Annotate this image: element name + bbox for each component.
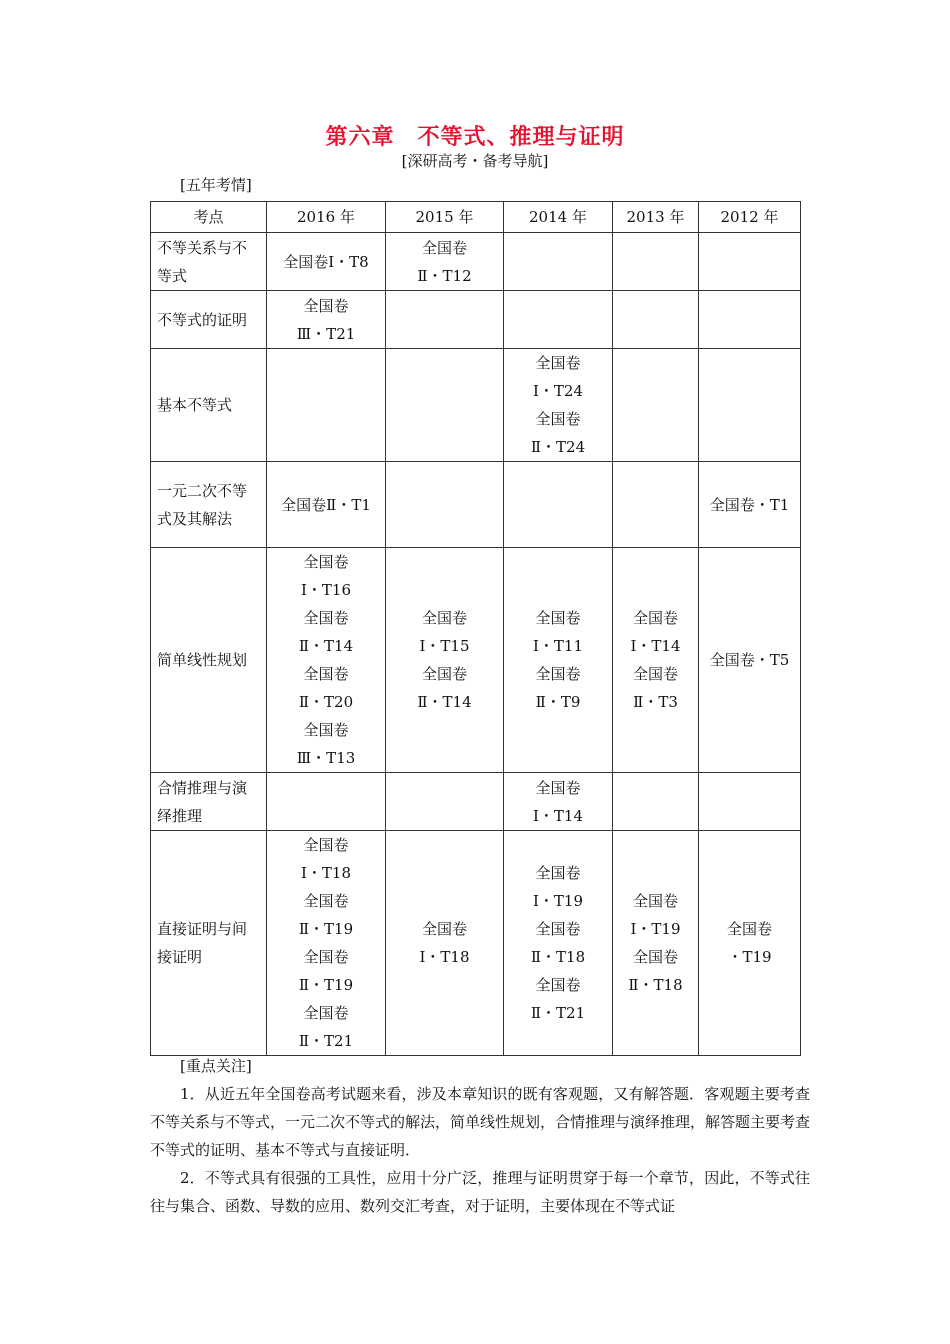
- year-cell: [386, 462, 504, 548]
- exam-ref: 全国卷: [535, 410, 581, 428]
- year-cell: [613, 233, 699, 291]
- paragraph-2: 2．不等式具有很强的工具性，应用十分广泛，推理与证明贯穿于每一个章节，因此，不等式往往与集合、函数、导数的应用、数列交汇考查，对于证明，主要体现在不等式证: [150, 1169, 810, 1215]
- year-cell: [699, 462, 801, 548]
- header-2015: 2015 年: [386, 202, 504, 233]
- topic-cell: 一元二次不等式及其解法: [151, 462, 267, 548]
- year-cell: [699, 233, 801, 291]
- year-cell: [504, 773, 613, 831]
- year-cell: [699, 291, 801, 349]
- exam-ref: 全国卷: [421, 920, 467, 938]
- table-row: [151, 462, 801, 548]
- exam-ref: Ⅰ・T18: [419, 948, 470, 966]
- year-cell: [386, 233, 504, 291]
- exam-ref: Ⅱ・T14: [417, 693, 472, 711]
- year-cell: [267, 291, 386, 349]
- header-2014: 2014 年: [504, 202, 613, 233]
- year-cell: [699, 349, 801, 462]
- year-cell: [504, 831, 613, 1056]
- year-cell: [267, 349, 386, 462]
- exam-ref: Ⅱ・T18: [530, 948, 586, 966]
- topic-cell: 简单线性规划: [151, 548, 267, 773]
- year-cell: [613, 773, 699, 831]
- exam-ref: 全国卷: [632, 892, 678, 910]
- exam-ref: Ⅱ・T18: [628, 976, 683, 994]
- year-cell: [613, 291, 699, 349]
- year-cell: [386, 548, 504, 773]
- year-cell: [504, 462, 613, 548]
- exam-ref: Ⅱ・T21: [298, 1032, 354, 1050]
- exam-ref: Ⅱ・T19: [298, 976, 354, 994]
- exam-table: [150, 201, 801, 1056]
- exam-ref: Ⅲ・T21: [296, 324, 356, 343]
- topic-cell: 不等关系与不等式: [151, 233, 267, 291]
- topic-cell: 合情推理与演绎推理: [151, 773, 267, 831]
- topic-cell: 不等式的证明: [151, 291, 267, 349]
- exam-ref: 全国卷・T5: [709, 651, 790, 669]
- year-cell: [267, 548, 386, 773]
- exam-ref: 全国卷: [421, 238, 467, 257]
- exam-ref: 全国卷Ⅰ・T8: [283, 252, 369, 271]
- topic-cell: 基本不等式: [151, 349, 267, 462]
- section-heading-focus: [重点关注]: [180, 1057, 252, 1075]
- year-cell: [267, 233, 386, 291]
- exam-ref: Ⅰ・T14: [630, 637, 681, 655]
- paragraph-1: 1．从近五年全国卷高考试题来看，涉及本章知识的既有客观题，又有解答题．客观题主要考查不等关系与不等式，一元二次不等式的解法，简单线性规划，合情推理与演绎推理，解答题主要考查不等式的证明、基本不等式与直接证明．: [150, 1085, 811, 1159]
- header-2012: 2012 年: [699, 202, 801, 233]
- exam-ref: Ⅱ・T3: [633, 693, 678, 711]
- year-cell: [386, 773, 504, 831]
- table-row: [151, 773, 801, 831]
- exam-ref: 全国卷: [303, 665, 349, 683]
- table-row: [151, 349, 801, 462]
- exam-ref: 全国卷: [421, 609, 467, 627]
- exam-ref: 全国卷: [303, 836, 349, 854]
- exam-ref: Ⅰ・T19: [532, 892, 584, 910]
- exam-ref: 全国卷: [303, 553, 349, 571]
- year-cell: [699, 773, 801, 831]
- exam-ref: 全国卷: [535, 665, 581, 683]
- exam-ref: 全国卷: [421, 665, 467, 683]
- year-cell: [699, 548, 801, 773]
- table-row: [151, 291, 801, 349]
- year-cell: [504, 233, 613, 291]
- exam-ref: 全国卷: [303, 948, 349, 966]
- exam-ref: Ⅱ・T24: [530, 438, 586, 456]
- exam-ref: Ⅰ・T15: [419, 637, 470, 655]
- exam-ref: Ⅲ・T13: [296, 749, 356, 767]
- year-cell: [613, 831, 699, 1056]
- exam-ref: 全国卷: [535, 609, 581, 627]
- exam-ref: Ⅱ・T14: [298, 637, 354, 655]
- header-2016: 2016 年: [267, 202, 386, 233]
- exam-ref: 全国卷: [303, 609, 349, 627]
- exam-ref: 全国卷: [632, 609, 678, 627]
- chapter-title: 第六章 不等式、推理与证明: [325, 125, 625, 150]
- topic-cell: 直接证明与间接证明: [151, 831, 267, 1056]
- year-cell: [267, 773, 386, 831]
- exam-ref: Ⅰ・T18: [300, 864, 352, 882]
- exam-ref: 全国卷: [303, 721, 349, 739]
- exam-ref: Ⅰ・T24: [532, 382, 584, 400]
- exam-ref: Ⅰ・T16: [300, 581, 352, 599]
- year-cell: [613, 462, 699, 548]
- year-cell: [386, 349, 504, 462]
- year-cell: [504, 291, 613, 349]
- exam-ref: 全国卷: [535, 864, 581, 882]
- year-cell: [613, 349, 699, 462]
- exam-ref: Ⅱ・T21: [530, 1004, 586, 1022]
- exam-ref: Ⅱ・T19: [298, 920, 354, 938]
- exam-ref: Ⅱ・T12: [417, 266, 472, 285]
- table-header-row: [151, 202, 801, 233]
- table-row: [151, 831, 801, 1056]
- exam-ref: 全国卷: [535, 354, 581, 372]
- exam-ref: 全国卷: [535, 920, 581, 938]
- exam-ref: Ⅰ・T11: [532, 637, 584, 655]
- header-2013: 2013 年: [613, 202, 699, 233]
- table-row: [151, 233, 801, 291]
- exam-ref: Ⅰ・T19: [630, 920, 681, 938]
- year-cell: [386, 291, 504, 349]
- header-topic: 考点: [151, 202, 267, 233]
- exam-ref: Ⅱ・T9: [535, 693, 581, 711]
- exam-ref: 全国卷: [726, 920, 772, 938]
- year-cell: [267, 831, 386, 1056]
- exam-ref: 全国卷: [632, 948, 678, 966]
- year-cell: [267, 462, 386, 548]
- exam-ref: 全国卷: [303, 1004, 349, 1022]
- exam-ref: 全国卷: [303, 892, 349, 910]
- exam-ref: 全国卷: [535, 778, 581, 797]
- exam-ref: Ⅱ・T20: [298, 693, 354, 711]
- year-cell: [504, 548, 613, 773]
- chapter-subtitle: [深研高考・备考导航]: [401, 152, 549, 170]
- exam-ref: 全国卷・T1: [709, 495, 790, 514]
- table-row: [151, 548, 801, 773]
- year-cell: [613, 548, 699, 773]
- section-heading-five-years: [五年考情]: [180, 176, 252, 194]
- exam-ref: 全国卷: [303, 296, 349, 315]
- exam-ref: 全国卷: [535, 976, 581, 994]
- year-cell: [386, 831, 504, 1056]
- exam-ref: Ⅰ・T14: [532, 806, 584, 825]
- year-cell: [504, 349, 613, 462]
- exam-ref: 全国卷Ⅱ・T1: [281, 495, 371, 514]
- exam-ref: ・T19: [727, 948, 772, 966]
- exam-ref: 全国卷: [632, 665, 678, 683]
- year-cell: [699, 831, 801, 1056]
